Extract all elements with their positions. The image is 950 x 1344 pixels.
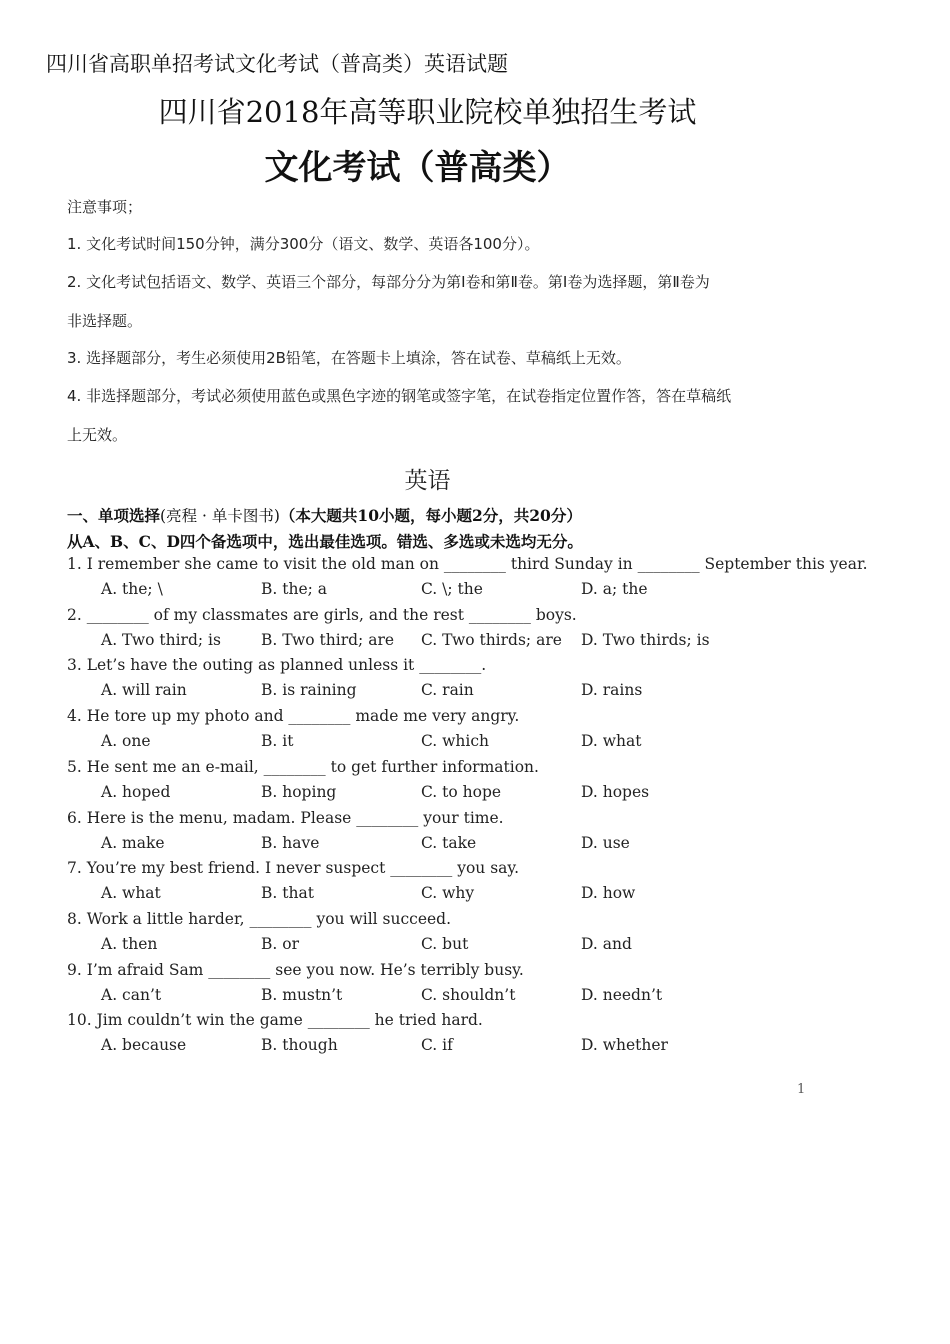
option-c: C. why (421, 884, 475, 903)
question-stem: 2. ________ of my classmates are girls, and the rest ________ boys. (67, 605, 577, 624)
question-stem: 10. Jim couldn’t win the game ________ he tried hard. (67, 1011, 483, 1030)
option-a: A. make (101, 833, 165, 852)
question-stem: 6. Here is the menu, madam. Please ________ your time. (67, 808, 504, 827)
option-a: A. one (101, 732, 151, 751)
note-3: 3. 选择题部分，考生必须使用2B铅笔，在答题卡上填涂，答在试卷、草稿纸上无效。 (67, 349, 631, 367)
section-prefix: 一、单项选择 (67, 506, 161, 525)
exam-title: 四川省2018年高等职业院校单独招生考试 (158, 95, 697, 129)
option-c: C. \; the (421, 580, 483, 598)
option-b: B. is raining (261, 681, 357, 700)
option-a: A. Two third; is (101, 630, 221, 649)
option-a: A. then (101, 934, 158, 953)
option-b: B. the; a (261, 580, 328, 598)
question-stem: 8. Work a little harder, ________ you will succeed. (67, 909, 452, 928)
option-d: D. how (581, 884, 636, 903)
question-stem: 4. He tore up my photo and ________ made me very angry. (67, 707, 520, 726)
option-c: C. to hope (421, 782, 502, 801)
section-suffix: （本大题共10小题，每小题2分，共20分） (279, 506, 582, 525)
note-1: 1. 文化考试时间150分钟，满分300分（语文、数学、英语各100分）。 (67, 235, 540, 253)
note-4: 4. 非选择题部分，考试必须使用蓝色或黑色字迹的钢笔或签字笔，在试卷指定位置作答，答在草稿纸 (67, 387, 732, 405)
subject-title: 英语 (404, 468, 451, 494)
option-b: B. hoping (261, 782, 337, 801)
question-stem: 7. You’re my best friend. I never suspect ________ you say. (67, 859, 520, 878)
option-b: B. though (261, 1036, 338, 1055)
option-d: D. Two thirds; is (581, 630, 710, 649)
question-stem: 3. Let’s have the outing as planned unless it ________. (67, 656, 487, 675)
option-a: A. hoped (101, 782, 171, 801)
document-header: 四川省高职单招考试文化考试（普高类）英语试题 (46, 52, 508, 76)
option-b: B. Two third; are (261, 630, 395, 649)
option-a: A. what (101, 884, 161, 903)
exam-subtitle: 文化考试（普高类） (264, 148, 571, 188)
option-d: D. use (581, 833, 630, 852)
option-d: D. and (581, 934, 632, 953)
question-stem: 9. I’m afraid Sam ________ see you now. He’s terribly busy. (67, 960, 524, 979)
note-2-continued: 非选择题。 (67, 312, 143, 330)
option-c: C. Two thirds; are (421, 630, 562, 649)
section-middle: (亮程 · 单卡图书) (160, 507, 280, 525)
option-a: A. can’t (101, 985, 162, 1004)
option-a: A. the; \ (101, 580, 163, 598)
option-d: D. whether (581, 1036, 668, 1055)
option-b: B. it (261, 732, 294, 751)
option-d: D. what (581, 732, 642, 751)
option-c: C. take (421, 833, 477, 852)
page-number: 1 (797, 1082, 806, 1097)
option-a: A. because (101, 1036, 187, 1055)
option-c: C. which (421, 732, 490, 751)
section-instruction: 从A、B、C、D四个备选项中，选出最佳选项。错选、多选或未选均无分。 (67, 532, 583, 551)
option-b: B. have (261, 833, 320, 852)
note-2: 2. 文化考试包括语文、数学、英语三个部分，每部分分为第Ⅰ卷和第Ⅱ卷。第Ⅰ卷为选择题，第Ⅱ卷为 (67, 273, 710, 291)
option-c: C. if (421, 1036, 453, 1055)
question-stem: 1. I remember she came to visit the old man on ________ third Sunday in ________ September this year. (67, 555, 868, 573)
option-d: D. a; the (581, 580, 648, 598)
option-c: C. but (421, 934, 469, 953)
option-d: D. hopes (581, 782, 650, 801)
option-b: B. that (261, 884, 314, 903)
section-heading (67, 504, 582, 526)
question-stem: 5. He sent me an e-mail, ________ to get further information. (67, 757, 539, 776)
option-d: D. needn’t (581, 985, 663, 1004)
note-4-continued: 上无效。 (67, 426, 128, 444)
option-b: B. mustn’t (261, 985, 343, 1004)
option-b: B. or (261, 934, 299, 953)
option-c: C. shouldn’t (421, 985, 516, 1004)
option-a: A. will rain (101, 681, 187, 700)
option-c: C. rain (421, 681, 474, 700)
notes-heading: 注意事项； (67, 198, 143, 216)
option-d: D. rains (581, 681, 643, 700)
